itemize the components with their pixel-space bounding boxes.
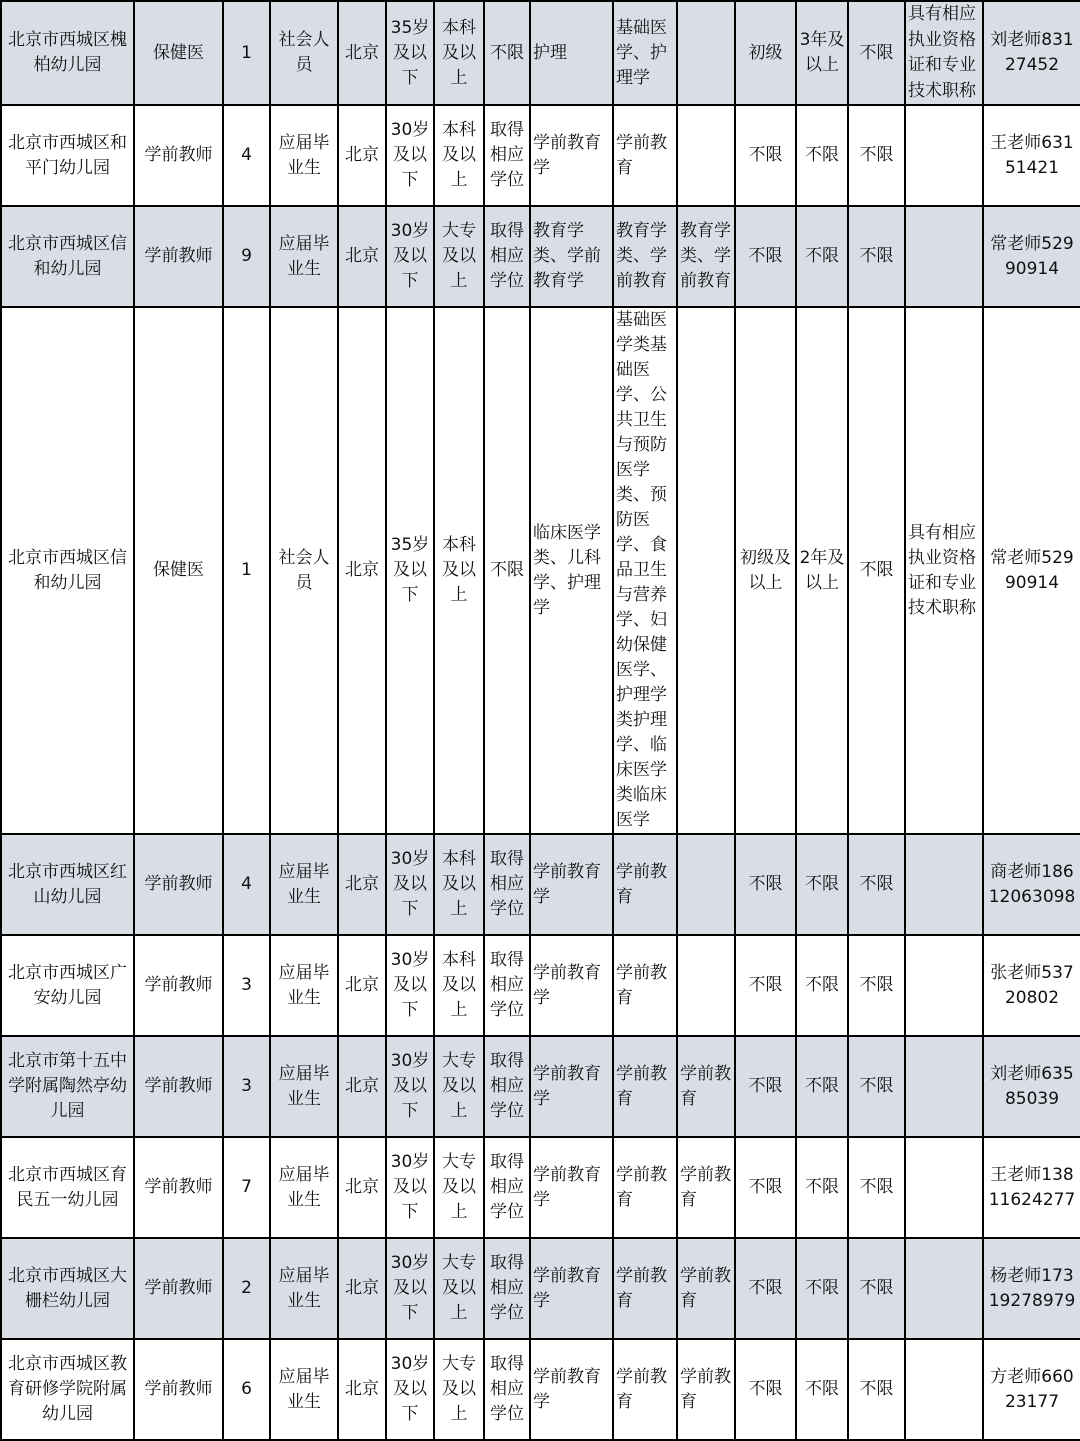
education-cell: 大专及以上 [434,1339,484,1440]
contact-cell: 王老师13811624277 [983,1137,1080,1238]
origin-cell: 北京 [338,935,386,1036]
position-cell: 保健医 [134,307,223,834]
degree-cell: 取得相应学位 [484,834,530,935]
age-cell: 30岁及以下 [386,1036,434,1137]
table-row [1,307,1080,834]
major-college-cell: 基础医学类基础医学、公共卫生与预防医学类、预防医学、食品卫生与营养学、妇幼保健医学、护理学类护理学、临床医学类临床医学 [613,307,677,834]
title-cell: 不限 [735,1339,796,1440]
table-row [1,1,1080,105]
contact-cell: 方老师66023177 [983,1339,1080,1440]
age-cell: 30岁及以下 [386,105,434,206]
unit-cell: 北京市西城区教育研修学院附属幼儿园 [1,1339,134,1440]
contact-cell: 刘老师63585039 [983,1036,1080,1137]
table-row [1,834,1080,935]
source-cell: 应届毕业生 [270,935,338,1036]
major-college-cell: 基础医学、护理学 [613,1,677,105]
degree-cell: 取得相应学位 [484,1238,530,1339]
major-bachelor-cell: 护理 [530,1,613,105]
education-cell: 大专及以上 [434,1036,484,1137]
age-cell: 30岁及以下 [386,935,434,1036]
qualification-cell [905,935,983,1036]
position-cell: 学前教师 [134,1137,223,1238]
major-college-cell: 学前教育 [613,1339,677,1440]
source-cell: 社会人员 [270,307,338,834]
position-cell: 保健医 [134,1,223,105]
unit-cell: 北京市西城区大栅栏幼儿园 [1,1238,134,1339]
other-cell: 不限 [848,1238,905,1339]
other-cell: 不限 [848,105,905,206]
major-associate-cell [677,834,735,935]
title-cell: 不限 [735,105,796,206]
experience-cell: 2年及以上 [796,307,848,834]
other-cell: 不限 [848,307,905,834]
unit-cell: 北京市西城区信和幼儿园 [1,206,134,307]
major-bachelor-cell: 学前教育学 [530,935,613,1036]
contact-cell: 常老师52990914 [983,307,1080,834]
other-cell: 不限 [848,935,905,1036]
count-cell: 1 [223,1,270,105]
education-cell: 本科及以上 [434,105,484,206]
qualification-cell [905,1238,983,1339]
other-cell: 不限 [848,1036,905,1137]
major-associate-cell: 教育学类、学前教育 [677,206,735,307]
other-cell: 不限 [848,1137,905,1238]
major-bachelor-cell: 学前教育学 [530,1137,613,1238]
table-row [1,1036,1080,1137]
title-cell: 初级及以上 [735,307,796,834]
major-associate-cell: 学前教育 [677,1238,735,1339]
major-bachelor-cell: 学前教育学 [530,1036,613,1137]
origin-cell: 北京 [338,1,386,105]
major-college-cell: 学前教育 [613,1036,677,1137]
education-cell: 本科及以上 [434,1,484,105]
major-associate-cell: 学前教育 [677,1339,735,1440]
origin-cell: 北京 [338,1238,386,1339]
count-cell: 2 [223,1238,270,1339]
age-cell: 35岁及以下 [386,1,434,105]
qualification-cell [905,1036,983,1137]
major-bachelor-cell: 学前教育学 [530,105,613,206]
experience-cell: 不限 [796,1339,848,1440]
position-cell: 学前教师 [134,1238,223,1339]
table-row [1,935,1080,1036]
education-cell: 本科及以上 [434,307,484,834]
experience-cell: 不限 [796,1137,848,1238]
title-cell: 初级 [735,1,796,105]
age-cell: 30岁及以下 [386,1238,434,1339]
count-cell: 4 [223,105,270,206]
qualification-cell [905,1137,983,1238]
contact-cell: 刘老师83127452 [983,1,1080,105]
qualification-cell [905,206,983,307]
table-row [1,1137,1080,1238]
other-cell: 不限 [848,834,905,935]
contact-cell: 张老师53720802 [983,935,1080,1036]
major-college-cell: 学前教育 [613,935,677,1036]
education-cell: 本科及以上 [434,935,484,1036]
qualification-cell [905,1339,983,1440]
major-associate-cell [677,307,735,834]
major-bachelor-cell: 教育学类、学前教育学 [530,206,613,307]
major-college-cell: 学前教育 [613,1238,677,1339]
education-cell: 大专及以上 [434,206,484,307]
count-cell: 9 [223,206,270,307]
origin-cell: 北京 [338,1137,386,1238]
source-cell: 应届毕业生 [270,1036,338,1137]
other-cell: 不限 [848,1,905,105]
qualification-cell: 具有相应执业资格证和专业技术职称 [905,307,983,834]
title-cell: 不限 [735,1137,796,1238]
count-cell: 6 [223,1339,270,1440]
table-row [1,206,1080,307]
origin-cell: 北京 [338,307,386,834]
source-cell: 应届毕业生 [270,1238,338,1339]
title-cell: 不限 [735,834,796,935]
other-cell: 不限 [848,206,905,307]
table-row [1,1339,1080,1440]
origin-cell: 北京 [338,105,386,206]
unit-cell: 北京市西城区信和幼儿园 [1,307,134,834]
major-college-cell: 学前教育 [613,1137,677,1238]
experience-cell: 不限 [796,935,848,1036]
contact-cell: 常老师52990914 [983,206,1080,307]
title-cell: 不限 [735,935,796,1036]
source-cell: 应届毕业生 [270,105,338,206]
education-cell: 大专及以上 [434,1137,484,1238]
degree-cell: 取得相应学位 [484,935,530,1036]
position-cell: 学前教师 [134,1339,223,1440]
age-cell: 35岁及以下 [386,307,434,834]
unit-cell: 北京市西城区育民五一幼儿园 [1,1137,134,1238]
title-cell: 不限 [735,1036,796,1137]
major-college-cell: 学前教育 [613,834,677,935]
count-cell: 7 [223,1137,270,1238]
major-associate-cell [677,935,735,1036]
origin-cell: 北京 [338,834,386,935]
age-cell: 30岁及以下 [386,1339,434,1440]
experience-cell: 不限 [796,206,848,307]
unit-cell: 北京市西城区槐柏幼儿园 [1,1,134,105]
other-cell: 不限 [848,1339,905,1440]
degree-cell: 取得相应学位 [484,1036,530,1137]
major-college-cell: 学前教育 [613,105,677,206]
count-cell: 3 [223,1036,270,1137]
major-associate-cell: 学前教育 [677,1036,735,1137]
origin-cell: 北京 [338,1036,386,1137]
degree-cell: 取得相应学位 [484,1339,530,1440]
count-cell: 4 [223,834,270,935]
major-bachelor-cell: 学前教育学 [530,834,613,935]
source-cell: 应届毕业生 [270,1339,338,1440]
title-cell: 不限 [735,206,796,307]
major-college-cell: 教育学类、学前教育 [613,206,677,307]
major-bachelor-cell: 学前教育学 [530,1339,613,1440]
count-cell: 1 [223,307,270,834]
age-cell: 30岁及以下 [386,1137,434,1238]
count-cell: 3 [223,935,270,1036]
experience-cell: 不限 [796,1036,848,1137]
position-cell: 学前教师 [134,105,223,206]
qualification-cell: 具有相应执业资格证和专业技术职称 [905,1,983,105]
source-cell: 应届毕业生 [270,1137,338,1238]
title-cell: 不限 [735,1238,796,1339]
age-cell: 30岁及以下 [386,834,434,935]
experience-cell: 不限 [796,834,848,935]
degree-cell: 取得相应学位 [484,105,530,206]
major-bachelor-cell: 临床医学类、儿科学、护理学 [530,307,613,834]
degree-cell: 不限 [484,1,530,105]
unit-cell: 北京市第十五中学附属陶然亭幼儿园 [1,1036,134,1137]
education-cell: 大专及以上 [434,1238,484,1339]
source-cell: 应届毕业生 [270,206,338,307]
origin-cell: 北京 [338,1339,386,1440]
contact-cell: 杨老师17319278979 [983,1238,1080,1339]
qualification-cell [905,834,983,935]
source-cell: 应届毕业生 [270,834,338,935]
position-cell: 学前教师 [134,206,223,307]
contact-cell: 商老师18612063098 [983,834,1080,935]
table-row [1,105,1080,206]
major-associate-cell [677,1,735,105]
unit-cell: 北京市西城区和平门幼儿园 [1,105,134,206]
degree-cell: 取得相应学位 [484,206,530,307]
major-bachelor-cell: 学前教育学 [530,1238,613,1339]
position-cell: 学前教师 [134,935,223,1036]
major-associate-cell: 学前教育 [677,1137,735,1238]
experience-cell: 不限 [796,1238,848,1339]
education-cell: 本科及以上 [434,834,484,935]
qualification-cell [905,105,983,206]
degree-cell: 不限 [484,307,530,834]
table-row [1,1238,1080,1339]
degree-cell: 取得相应学位 [484,1137,530,1238]
unit-cell: 北京市西城区广安幼儿园 [1,935,134,1036]
experience-cell: 不限 [796,105,848,206]
contact-cell: 王老师63151421 [983,105,1080,206]
experience-cell: 3年及以上 [796,1,848,105]
source-cell: 社会人员 [270,1,338,105]
unit-cell: 北京市西城区红山幼儿园 [1,834,134,935]
origin-cell: 北京 [338,206,386,307]
age-cell: 30岁及以下 [386,206,434,307]
position-cell: 学前教师 [134,834,223,935]
position-cell: 学前教师 [134,1036,223,1137]
major-associate-cell [677,105,735,206]
